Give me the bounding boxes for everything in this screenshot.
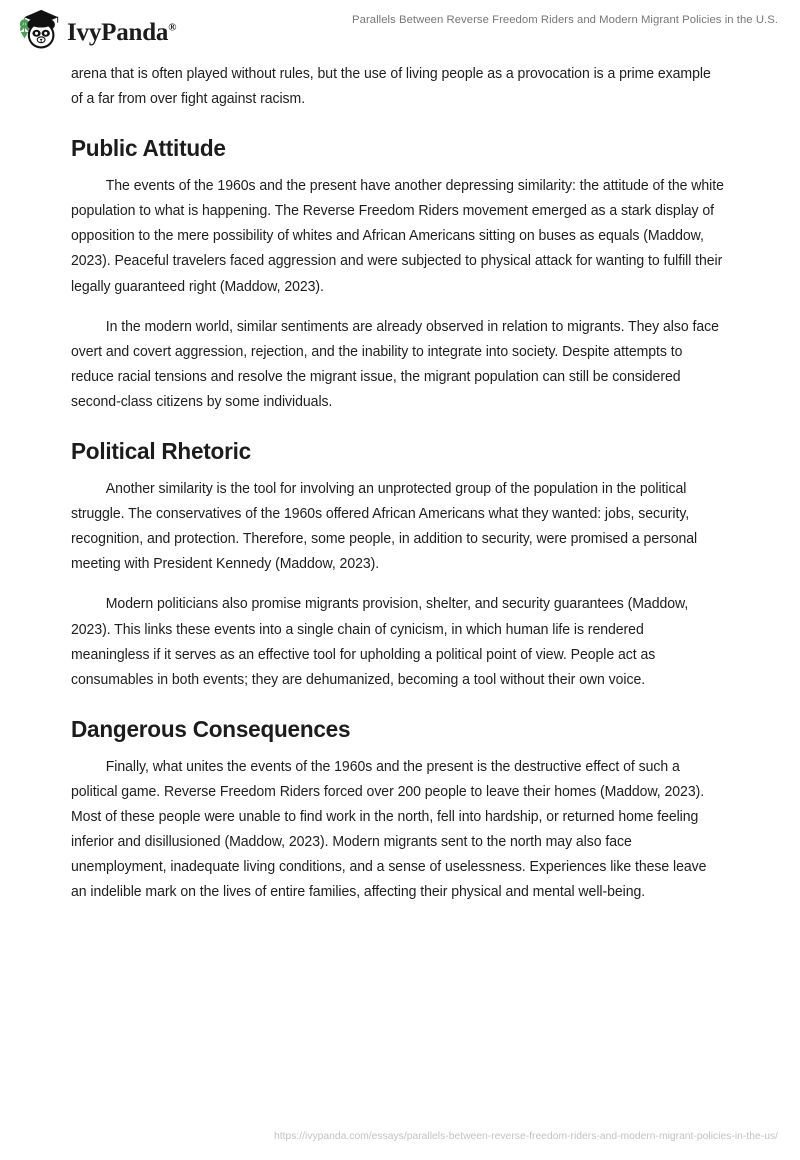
document-body <box>71 62 725 905</box>
registered-mark: ® <box>168 21 177 34</box>
section-heading-dangerous-consequences: Dangerous Consequences <box>71 715 351 742</box>
brand-wordmark <box>67 20 176 45</box>
panda-graduate-logo-icon <box>14 8 60 54</box>
section-heading-public-attitude: Public Attitude <box>71 135 226 162</box>
paragraph: Finally, what unites the events of the 1960s and the present is the destructive effect of such a political game. Reverse Freedom Riders forced over 200 people to leave their homes (Maddow, 2023). Most of these people were unable to find work in the north, fell into hardship, or returned home feeling inferior and disillusioned (Maddow, 2023). Modern migrants sent to the north may also face unemployment, inadequate living conditions, and a sense of uselessness. Experiences like these leave an indelible mark on the lives of entire families, affecting their physical and mental well-being. <box>71 758 707 901</box>
document-title-header: Parallels Between Reverse Freedom Riders and Modern Migrant Policies in the U.S. <box>352 14 778 26</box>
paragraph: Another similarity is the tool for involving an unprotected group of the population in the political struggle. The conservatives of the 1960s offered African Americans what they wanted: jobs, security, recognition, and protection. Therefore, some people, in addition to security, were promised a personal meeting with President Kennedy (Maddow, 2023). <box>71 481 698 573</box>
brand-name-text: IvyPanda <box>67 18 169 46</box>
paragraph: In the modern world, similar sentiments are already observed in relation to migrants. They also face overt and covert aggression, rejection, and the inability to integrate into society. Despite attempts to reduce racial tensions and resolve the migrant issue, the migrant population can still be considered second-class citizens by some individuals. <box>71 318 719 410</box>
source-url-link[interactable]: https://ivypanda.com/essays/parallels-between-reverse-freedom-riders-and-modern-migrant-policies-in-the-us/ <box>273 1131 778 1142</box>
paragraph: Modern politicians also promise migrants provision, shelter, and security guarantees (Maddow, 2023). This links these events into a single chain of cynicism, in which human life is rendered meaningless if it serves as an effective tool for upholding a political point of view. People act as consumables in both events; they are dehumanized, becoming a tool without their own voice. <box>71 596 689 688</box>
brand-logo-group[interactable] <box>14 7 176 55</box>
page-header <box>0 0 800 62</box>
section-heading-political-rhetoric: Political Rhetoric <box>71 438 251 465</box>
paragraph: The events of the 1960s and the present have another depressing similarity: the attitude of the white population to what is happening. The Reverse Freedom Riders movement emerged as a stark display of opposition to the mere possibility of whites and African Americans sitting on buses as equals (Maddow, 2023). Peaceful travelers faced aggression and were subjected to physical attack for wanting to fulfill their legally guaranteed right (Maddow, 2023). <box>71 178 724 295</box>
continued-paragraph: arena that is often played without rules, but the use of living people as a provocation is a prime example of a far from over fight against racism. <box>71 66 711 108</box>
page-footer <box>0 1116 800 1160</box>
